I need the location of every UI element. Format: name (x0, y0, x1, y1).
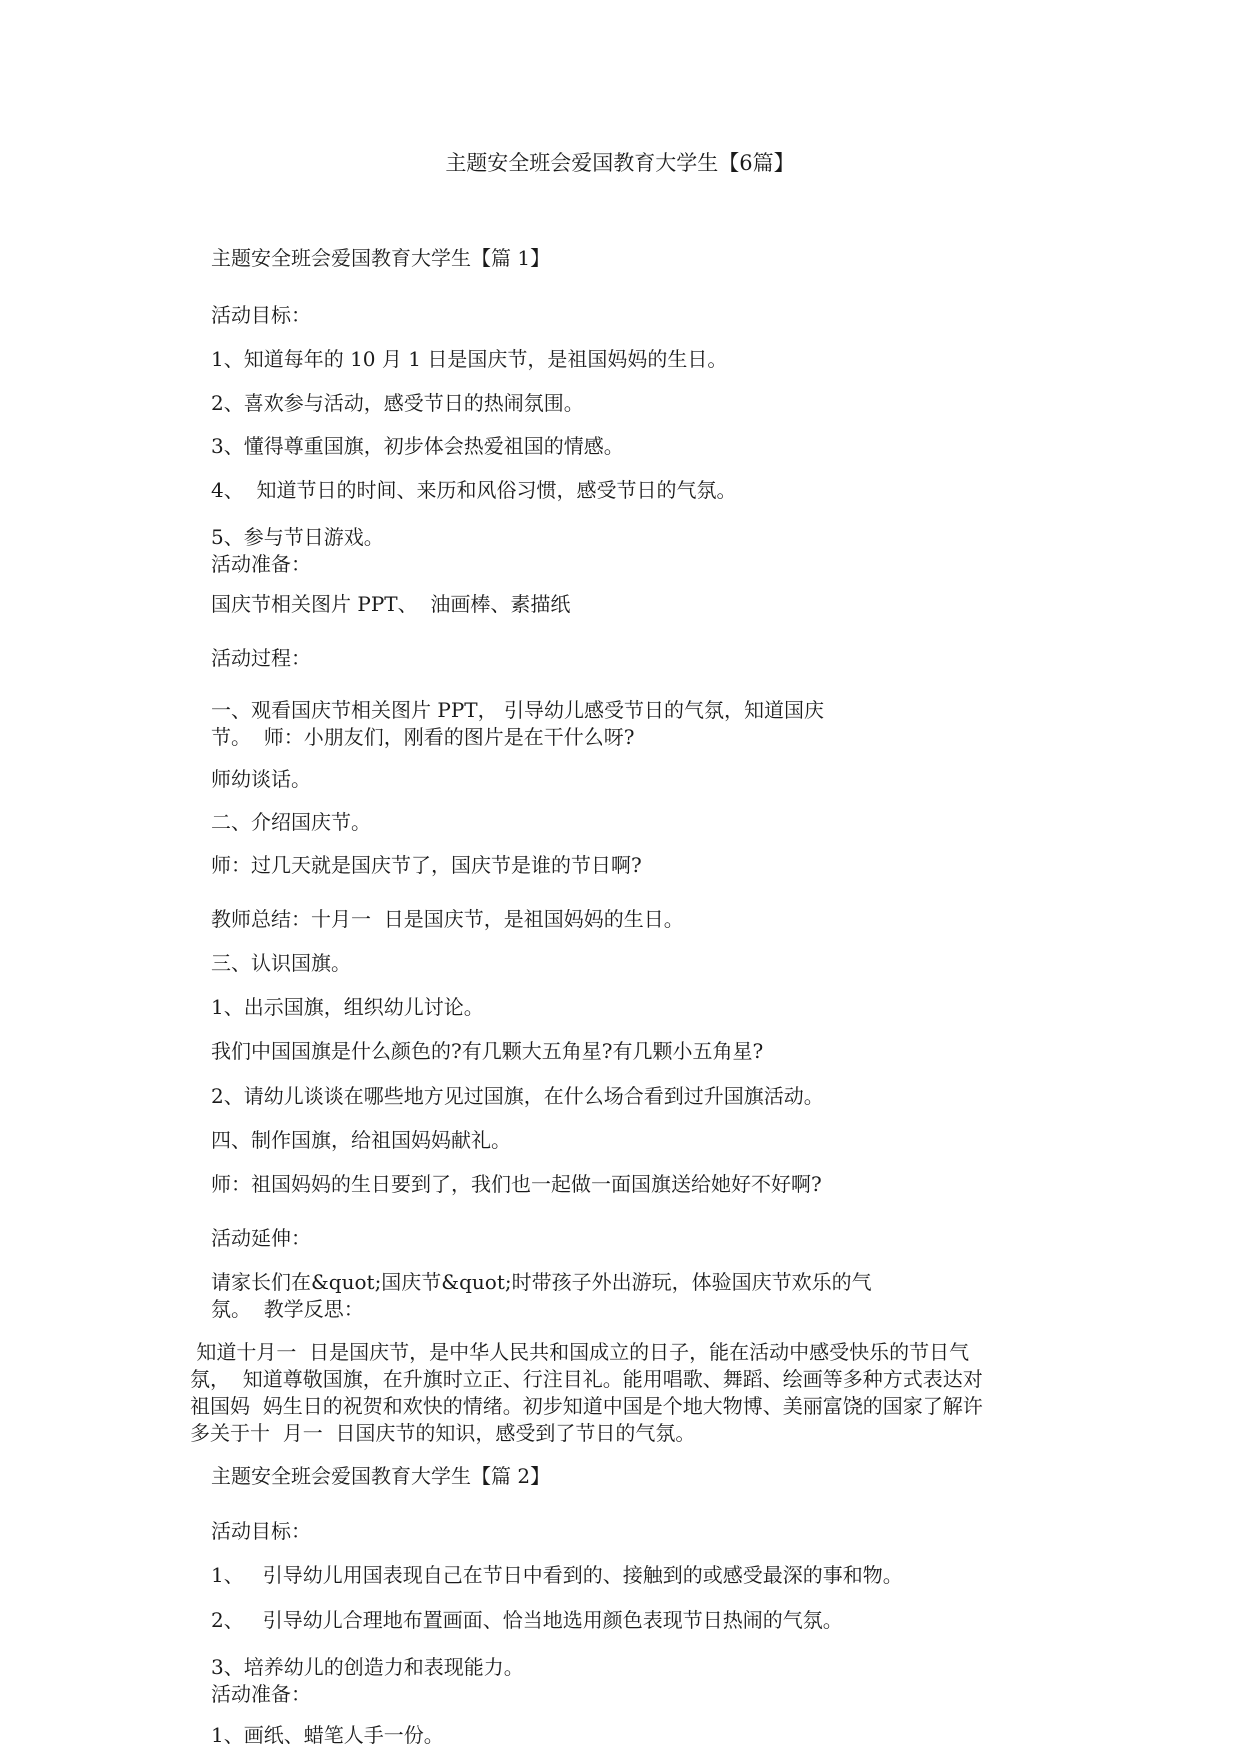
teacher-summary: 教师总结：十月一 日是国庆节，是祖国妈妈的生日。 (211, 907, 684, 931)
process-step-2: 二、介绍国庆节。 (211, 810, 371, 834)
section-heading-2: 主题安全班会爱国教育大学生【篇 2】 (211, 1464, 551, 1488)
flag-step-2: 2、请幼儿谈谈在哪些地方见过国旗，在什么场合看到过升国旗活动。 (211, 1084, 824, 1108)
goal-item-3: 3、懂得尊重国旗，初步体会热爱祖国的情感。 (211, 434, 624, 458)
process-talk: 师幼谈话。 (211, 767, 311, 791)
flag-step-1: 1、出示国旗，组织幼儿讨论。 (211, 995, 484, 1019)
reflection-line-3: 祖国妈 妈生日的祝贺和欢快的情绪。初步知道中国是个地大物博、美丽富饶的国家了解许 (190, 1394, 983, 1418)
goal-item-4: 4、 知道节日的时间、来历和风俗习惯，感受节日的气氛。 (211, 478, 737, 502)
prep-materials: 国庆节相关图片 PPT、 油画棒、素描纸 (211, 592, 571, 616)
reflection-line-2: 氛， 知道尊敬国旗，在升旗时立正、行注目礼。能用唱歌、舞蹈、绘画等多种方式表达对 (190, 1367, 983, 1391)
activity-process-label: 活动过程： (211, 646, 311, 670)
goal-item-1: 1、知道每年的 10 月 1 日是国庆节，是祖国妈妈的生日。 (211, 347, 728, 371)
goal2-item-3: 3、培养幼儿的创造力和表现能力。 (211, 1655, 524, 1679)
activity-goals-label-2: 活动目标： (211, 1519, 311, 1543)
activity-prep-label: 活动准备： (211, 552, 311, 576)
process-step-4: 四、制作国旗，给祖国妈妈献礼。 (211, 1128, 511, 1152)
process-step-3: 三、认识国旗。 (211, 951, 351, 975)
teacher-question: 师：过几天就是国庆节了，国庆节是谁的节日啊? (211, 853, 642, 877)
goal-item-2: 2、喜欢参与活动，感受节日的热闹氛围。 (211, 391, 584, 415)
extension-line-2: 氛。 教学反思： (211, 1297, 364, 1321)
prep2-item-1: 1、画纸、蜡笔人手一份。 (211, 1723, 444, 1747)
reflection-line-1: 知道十月一 日是国庆节，是中华人民共和国成立的日子，能在活动中感受快乐的节日气 (190, 1340, 970, 1364)
document-title: 主题安全班会爱国教育大学生【6篇】 (445, 151, 795, 175)
extension-line-1: 请家长们在&quot;国庆节&quot;时带孩子外出游玩，体验国庆节欢乐的气 (211, 1270, 872, 1294)
process-step-1-line-2: 节。 师：小朋友们，刚看的图片是在干什么呀? (211, 725, 635, 749)
goal-item-5: 5、参与节日游戏。 (211, 525, 384, 549)
process-step-1-line-1: 一、观看国庆节相关图片 PPT， 引导幼儿感受节日的气氛，知道国庆 (211, 698, 824, 722)
flag-question: 我们中国国旗是什么颜色的?有几颗大五角星?有几颗小五角星? (211, 1039, 764, 1063)
teacher-prompt: 师：祖国妈妈的生日要到了，我们也一起做一面国旗送给她好不好啊? (211, 1172, 822, 1196)
goal2-item-1: 1、 引导幼儿用国表现自己在节日中看到的、接触到的或感受最深的事和物。 (211, 1563, 903, 1587)
activity-extension-label: 活动延伸： (211, 1226, 311, 1250)
activity-goals-label: 活动目标： (211, 303, 311, 327)
goal2-item-2: 2、 引导幼儿合理地布置画面、恰当地选用颜色表现节日热闹的气氛。 (211, 1608, 843, 1632)
reflection-line-4: 多关于十 月一 日国庆节的知识，感受到了节日的气氛。 (190, 1421, 696, 1445)
section-heading-1: 主题安全班会爱国教育大学生【篇 1】 (211, 246, 551, 270)
activity-prep-label-2: 活动准备： (211, 1682, 311, 1706)
